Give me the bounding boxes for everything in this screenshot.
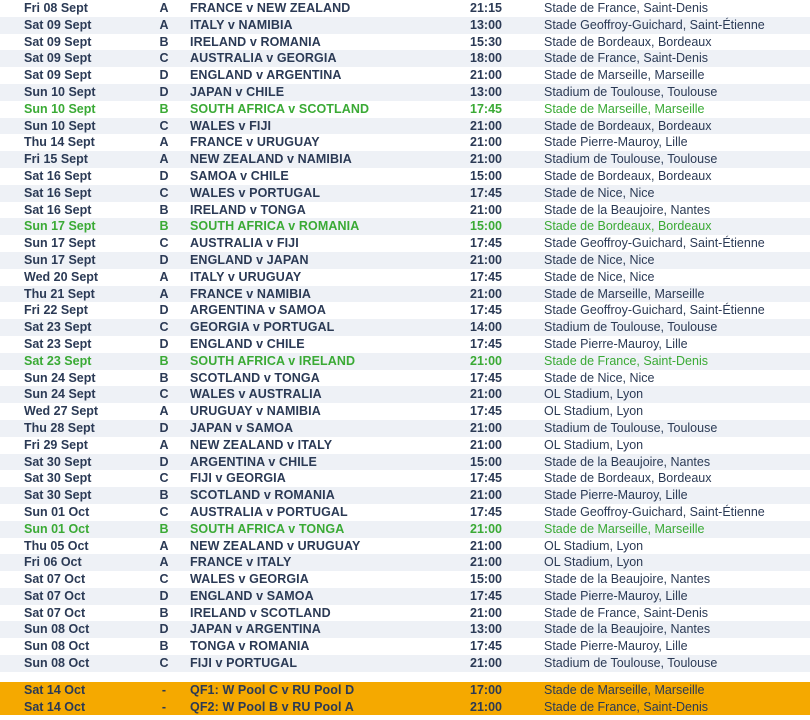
fixture-venue: Stade Pierre-Mauroy, Lille bbox=[544, 488, 688, 503]
fixture-time: 17:45 bbox=[470, 336, 502, 351]
fixture-date: Sun 08 Oct bbox=[24, 622, 90, 637]
fixture-venue: Stade de Nice, Nice bbox=[544, 370, 655, 385]
table-row bbox=[0, 605, 810, 622]
fixture-pool: - bbox=[161, 682, 167, 697]
fixture-venue: Stadium de Toulouse, Toulouse bbox=[544, 152, 718, 167]
fixture-time: 17:45 bbox=[470, 471, 502, 486]
fixture-pool: A bbox=[159, 286, 169, 301]
fixture-match: AUSTRALIA v FIJI bbox=[190, 236, 299, 251]
fixture-venue: Stade de Bordeaux, Bordeaux bbox=[544, 471, 712, 486]
fixture-venue: Stade de Marseille, Marseille bbox=[544, 286, 705, 301]
fixture-venue: Stade de la Beaujoire, Nantes bbox=[544, 622, 711, 637]
fixture-time: 21:00 bbox=[470, 420, 502, 435]
fixture-pool: B bbox=[159, 353, 169, 368]
fixture-match: JAPAN v SAMOA bbox=[190, 420, 294, 435]
fixture-match: NEW ZEALAND v ITALY bbox=[190, 437, 333, 452]
fixture-match: TONGA v ROMANIA bbox=[190, 639, 310, 654]
fixture-venue: Stade Geoffroy-Guichard, Saint-Étienne bbox=[544, 17, 765, 32]
fixture-date: Sun 10 Sept bbox=[24, 84, 96, 99]
fixture-match: SCOTLAND v TONGA bbox=[190, 370, 320, 385]
fixture-time: 17:00 bbox=[470, 682, 502, 697]
fixture-venue: Stade Pierre-Mauroy, Lille bbox=[544, 336, 688, 351]
fixture-match: FRANCE v ITALY bbox=[190, 555, 292, 570]
fixture-pool: B bbox=[159, 605, 169, 620]
fixture-match: WALES v AUSTRALIA bbox=[190, 387, 322, 402]
table-row bbox=[0, 538, 810, 555]
table-row bbox=[0, 336, 810, 353]
fixture-match: ENGLAND v ARGENTINA bbox=[190, 68, 342, 83]
fixture-match: IRELAND v ROMANIA bbox=[190, 34, 321, 49]
fixture-time: 21:00 bbox=[470, 118, 502, 133]
fixture-venue: Stade de Bordeaux, Bordeaux bbox=[544, 34, 712, 49]
fixture-date: Sun 17 Sept bbox=[24, 236, 96, 251]
fixture-date: Sat 23 Sept bbox=[24, 336, 92, 351]
fixture-match: AUSTRALIA v PORTUGAL bbox=[190, 504, 348, 519]
table-row bbox=[0, 521, 810, 538]
fixture-date: Sun 24 Sept bbox=[24, 370, 96, 385]
fixture-venue: Stade Pierre-Mauroy, Lille bbox=[544, 639, 688, 654]
fixture-venue: Stade de Marseille, Marseille bbox=[544, 101, 705, 116]
fixture-venue: Stade Geoffroy-Guichard, Saint-Étienne bbox=[544, 504, 765, 519]
table-row bbox=[0, 118, 810, 135]
fixture-pool: A bbox=[159, 17, 169, 32]
fixture-date: Fri 08 Sept bbox=[24, 1, 88, 15]
fixture-date: Fri 06 Oct bbox=[24, 555, 82, 570]
fixture-time: 13:00 bbox=[470, 622, 502, 637]
fixture-date: Sun 08 Oct bbox=[24, 639, 90, 654]
fixture-match: FIJI v PORTUGAL bbox=[190, 656, 298, 671]
fixture-venue: OL Stadium, Lyon bbox=[544, 555, 644, 570]
fixture-venue: Stade de Marseille, Marseille bbox=[544, 68, 705, 83]
fixture-time: 21:00 bbox=[470, 68, 502, 83]
fixture-pool: C bbox=[159, 320, 169, 335]
fixture-match: NEW ZEALAND v NAMIBIA bbox=[190, 152, 352, 167]
fixture-time: 21:00 bbox=[470, 521, 502, 536]
fixture-date: Sat 16 Sept bbox=[24, 202, 92, 217]
fixture-venue: Stade Pierre-Mauroy, Lille bbox=[544, 588, 688, 603]
table-row bbox=[0, 588, 810, 605]
fixture-pool: D bbox=[159, 303, 169, 318]
fixture-time: 17:45 bbox=[470, 269, 502, 284]
table-row bbox=[0, 454, 810, 471]
table-row bbox=[0, 151, 810, 168]
fixture-pool: C bbox=[159, 185, 169, 200]
fixture-venue: OL Stadium, Lyon bbox=[544, 387, 644, 402]
fixture-match: WALES v GEORGIA bbox=[190, 572, 309, 587]
table-row bbox=[0, 168, 810, 185]
fixture-date: Sun 10 Sept bbox=[24, 118, 96, 133]
fixture-match: QF2: W Pool B v RU Pool A bbox=[190, 699, 354, 714]
fixture-time: 21:00 bbox=[470, 387, 502, 402]
fixture-time: 21:15 bbox=[470, 1, 502, 15]
fixture-venue: Stade de Marseille, Marseille bbox=[544, 521, 705, 536]
fixture-time: 17:45 bbox=[470, 588, 502, 603]
table-row bbox=[0, 269, 810, 286]
fixture-match: AUSTRALIA v GEORGIA bbox=[190, 51, 337, 66]
table-row bbox=[0, 34, 810, 51]
fixture-date: Sat 09 Sept bbox=[24, 68, 92, 83]
fixture-pool: C bbox=[159, 236, 169, 251]
fixture-pool: B bbox=[159, 202, 169, 217]
fixture-time: 14:00 bbox=[470, 320, 502, 335]
fixture-venue: Stade de France, Saint-Denis bbox=[544, 51, 708, 66]
table-row bbox=[0, 67, 810, 84]
fixture-pool: C bbox=[159, 471, 169, 486]
table-row bbox=[0, 353, 810, 370]
fixture-venue: Stade de France, Saint-Denis bbox=[544, 699, 708, 714]
fixture-time: 17:45 bbox=[470, 370, 502, 385]
fixture-venue: Stade de Nice, Nice bbox=[544, 252, 655, 267]
fixture-venue: Stade de Bordeaux, Bordeaux bbox=[544, 219, 712, 234]
fixture-time: 21:00 bbox=[470, 353, 502, 368]
fixture-match: ENGLAND v SAMOA bbox=[190, 588, 314, 603]
fixture-pool: B bbox=[159, 639, 169, 654]
fixture-pool: B bbox=[159, 370, 169, 385]
fixture-time: 17:45 bbox=[470, 185, 502, 200]
fixture-time: 18:00 bbox=[470, 51, 502, 66]
fixture-date: Sat 07 Oct bbox=[24, 605, 86, 620]
stage-separator-cell bbox=[0, 672, 810, 682]
fixture-pool: C bbox=[159, 387, 169, 402]
fixture-pool: A bbox=[159, 538, 169, 553]
fixture-date: Sat 14 Oct bbox=[24, 699, 86, 714]
table-row bbox=[0, 403, 810, 420]
fixture-date: Sun 17 Sept bbox=[24, 219, 96, 234]
fixture-time: 21:00 bbox=[470, 202, 502, 217]
fixture-match: FIJI v GEORGIA bbox=[190, 471, 286, 486]
table-row bbox=[0, 17, 810, 34]
fixture-pool: B bbox=[159, 521, 169, 536]
fixture-pool: D bbox=[159, 622, 169, 637]
fixture-pool: A bbox=[159, 152, 169, 167]
fixture-pool: - bbox=[161, 699, 167, 714]
fixture-time: 17:45 bbox=[470, 101, 502, 116]
fixture-time: 15:30 bbox=[470, 34, 502, 49]
fixture-venue: Stadium de Toulouse, Toulouse bbox=[544, 320, 718, 335]
table-row bbox=[0, 0, 810, 17]
fixture-pool: D bbox=[159, 454, 169, 469]
fixture-venue: Stade de la Beaujoire, Nantes bbox=[544, 454, 711, 469]
fixture-match: JAPAN v CHILE bbox=[190, 84, 285, 99]
knockout-stage-body bbox=[0, 682, 810, 716]
fixture-match: JAPAN v ARGENTINA bbox=[190, 622, 321, 637]
fixture-pool: C bbox=[159, 572, 169, 587]
fixture-time: 13:00 bbox=[470, 17, 502, 32]
table-row bbox=[0, 134, 810, 151]
fixture-pool: C bbox=[159, 51, 169, 66]
fixture-pool: D bbox=[159, 588, 169, 603]
fixture-pool: B bbox=[159, 488, 169, 503]
fixture-pool: B bbox=[159, 101, 169, 116]
table-row bbox=[0, 470, 810, 487]
fixture-pool: D bbox=[159, 252, 169, 267]
fixture-date: Sat 07 Oct bbox=[24, 588, 86, 603]
fixture-venue: Stade Geoffroy-Guichard, Saint-Étienne bbox=[544, 236, 765, 251]
table-row bbox=[0, 655, 810, 672]
fixture-venue: Stadium de Toulouse, Toulouse bbox=[544, 420, 718, 435]
fixture-venue: OL Stadium, Lyon bbox=[544, 404, 644, 419]
table-row bbox=[0, 487, 810, 504]
fixture-match: ITALY v NAMIBIA bbox=[190, 17, 293, 32]
fixture-venue: Stadium de Toulouse, Toulouse bbox=[544, 656, 718, 671]
fixture-match: GEORGIA v PORTUGAL bbox=[190, 320, 335, 335]
fixture-venue: Stade de France, Saint-Denis bbox=[544, 1, 708, 15]
table-row bbox=[0, 386, 810, 403]
fixture-date: Sat 09 Sept bbox=[24, 51, 92, 66]
fixture-venue: Stade de France, Saint-Denis bbox=[544, 353, 708, 368]
fixture-pool: A bbox=[159, 404, 169, 419]
fixture-pool: B bbox=[159, 219, 169, 234]
fixture-time: 15:00 bbox=[470, 219, 502, 234]
fixture-time: 21:00 bbox=[470, 488, 502, 503]
table-row bbox=[0, 218, 810, 235]
table-row bbox=[0, 571, 810, 588]
fixture-date: Thu 28 Sept bbox=[24, 420, 95, 435]
table-row bbox=[0, 554, 810, 571]
fixture-match: FRANCE v NEW ZEALAND bbox=[190, 1, 351, 15]
fixture-date: Thu 14 Sept bbox=[24, 135, 95, 150]
table-row bbox=[0, 185, 810, 202]
table-row bbox=[0, 286, 810, 303]
fixture-venue: Stade de Nice, Nice bbox=[544, 185, 655, 200]
fixture-match: IRELAND v TONGA bbox=[190, 202, 306, 217]
table-row bbox=[0, 302, 810, 319]
fixture-date: Fri 22 Sept bbox=[24, 303, 88, 318]
fixture-date: Thu 21 Sept bbox=[24, 286, 95, 301]
fixture-time: 13:00 bbox=[470, 84, 502, 99]
fixture-time: 21:00 bbox=[470, 699, 502, 714]
table-row bbox=[0, 202, 810, 219]
fixture-time: 15:00 bbox=[470, 454, 502, 469]
fixture-date: Sun 17 Sept bbox=[24, 252, 96, 267]
fixture-date: Sun 01 Oct bbox=[24, 521, 90, 536]
table-row bbox=[0, 638, 810, 655]
fixture-match: ITALY v URUGUAY bbox=[190, 269, 302, 284]
table-row bbox=[0, 621, 810, 638]
fixture-date: Sat 14 Oct bbox=[24, 682, 86, 697]
fixture-venue: OL Stadium, Lyon bbox=[544, 538, 644, 553]
fixture-time: 21:00 bbox=[470, 605, 502, 620]
fixture-pool: C bbox=[159, 118, 169, 133]
fixture-venue: OL Stadium, Lyon bbox=[544, 437, 644, 452]
fixture-time: 21:00 bbox=[470, 656, 502, 671]
table-row bbox=[0, 84, 810, 101]
fixture-match: SAMOA v CHILE bbox=[190, 168, 289, 183]
fixture-match: SCOTLAND v ROMANIA bbox=[190, 488, 335, 503]
fixture-date: Sat 09 Sept bbox=[24, 34, 92, 49]
fixture-match: SOUTH AFRICA v SCOTLAND bbox=[190, 101, 370, 116]
fixture-match: ENGLAND v JAPAN bbox=[190, 252, 309, 267]
fixture-pool: A bbox=[159, 555, 169, 570]
fixture-match: NEW ZEALAND v URUGUAY bbox=[190, 538, 361, 553]
fixture-match: SOUTH AFRICA v TONGA bbox=[190, 521, 345, 536]
fixture-time: 21:00 bbox=[470, 286, 502, 301]
fixture-pool: D bbox=[159, 336, 169, 351]
fixture-date: Sat 09 Sept bbox=[24, 17, 92, 32]
fixture-venue: Stade de la Beaujoire, Nantes bbox=[544, 202, 711, 217]
fixture-pool: D bbox=[159, 84, 169, 99]
fixture-pool: B bbox=[159, 34, 169, 49]
fixture-pool: D bbox=[159, 420, 169, 435]
table-row bbox=[0, 682, 810, 699]
fixture-match: URUGUAY v NAMIBIA bbox=[190, 404, 321, 419]
fixture-pool: C bbox=[159, 504, 169, 519]
table-row bbox=[0, 50, 810, 67]
fixture-match: WALES v FIJI bbox=[190, 118, 272, 133]
fixture-pool: A bbox=[159, 269, 169, 284]
fixture-match: QF1: W Pool C v RU Pool D bbox=[190, 682, 355, 697]
fixture-pool: A bbox=[159, 135, 169, 150]
stage-separator bbox=[0, 672, 810, 682]
fixture-date: Wed 27 Sept bbox=[24, 404, 99, 419]
fixture-venue: Stadium de Toulouse, Toulouse bbox=[544, 84, 718, 99]
fixture-time: 21:00 bbox=[470, 555, 502, 570]
fixture-match: ARGENTINA v CHILE bbox=[190, 454, 317, 469]
fixture-date: Fri 29 Sept bbox=[24, 437, 88, 452]
fixture-date: Sat 30 Sept bbox=[24, 471, 92, 486]
fixture-date: Sun 01 Oct bbox=[24, 504, 90, 519]
table-row bbox=[0, 699, 810, 716]
fixture-venue: Stade de Bordeaux, Bordeaux bbox=[544, 118, 712, 133]
fixture-time: 17:45 bbox=[470, 236, 502, 251]
fixture-date: Sat 16 Sept bbox=[24, 185, 92, 200]
fixture-venue: Stade de la Beaujoire, Nantes bbox=[544, 572, 711, 587]
table-row bbox=[0, 370, 810, 387]
fixture-date: Wed 20 Sept bbox=[24, 269, 99, 284]
fixture-match: FRANCE v URUGUAY bbox=[190, 135, 320, 150]
fixture-match: SOUTH AFRICA v ROMANIA bbox=[190, 219, 360, 234]
fixture-match: FRANCE v NAMIBIA bbox=[190, 286, 312, 301]
fixture-time: 17:45 bbox=[470, 504, 502, 519]
table-row bbox=[0, 101, 810, 118]
fixture-venue: Stade de France, Saint-Denis bbox=[544, 605, 708, 620]
table-row bbox=[0, 235, 810, 252]
fixture-date: Sat 23 Sept bbox=[24, 353, 92, 368]
fixture-pool: A bbox=[159, 1, 169, 15]
fixture-pool: D bbox=[159, 68, 169, 83]
fixture-match: IRELAND v SCOTLAND bbox=[190, 605, 331, 620]
fixture-date: Sat 23 Sept bbox=[24, 320, 92, 335]
fixture-date: Fri 15 Sept bbox=[24, 152, 88, 167]
fixture-match: SOUTH AFRICA v IRELAND bbox=[190, 353, 356, 368]
fixture-match: WALES v PORTUGAL bbox=[190, 185, 321, 200]
fixture-pool: A bbox=[159, 437, 169, 452]
table-row bbox=[0, 252, 810, 269]
fixture-pool: C bbox=[159, 656, 169, 671]
table-row bbox=[0, 504, 810, 521]
fixture-venue: Stade de Marseille, Marseille bbox=[544, 682, 705, 697]
fixture-venue: Stade Geoffroy-Guichard, Saint-Étienne bbox=[544, 303, 765, 318]
fixture-date: Sun 08 Oct bbox=[24, 656, 90, 671]
fixture-date: Sat 30 Sept bbox=[24, 454, 92, 469]
fixture-time: 21:00 bbox=[470, 437, 502, 452]
fixture-date: Sat 16 Sept bbox=[24, 168, 92, 183]
spacer-body bbox=[0, 672, 810, 682]
fixture-venue: Stade de Nice, Nice bbox=[544, 269, 655, 284]
fixture-venue: Stade de Bordeaux, Bordeaux bbox=[544, 168, 712, 183]
table-row bbox=[0, 437, 810, 454]
table-row bbox=[0, 319, 810, 336]
fixture-time: 17:45 bbox=[470, 303, 502, 318]
fixture-time: 21:00 bbox=[470, 152, 502, 167]
fixture-match: ARGENTINA v SAMOA bbox=[190, 303, 326, 318]
fixture-date: Thu 05 Oct bbox=[24, 538, 89, 553]
fixture-match: ENGLAND v CHILE bbox=[190, 336, 305, 351]
fixture-time: 17:45 bbox=[470, 404, 502, 419]
fixture-time: 15:00 bbox=[470, 572, 502, 587]
fixture-venue: Stade Pierre-Mauroy, Lille bbox=[544, 135, 688, 150]
fixture-time: 17:45 bbox=[470, 639, 502, 654]
table-row bbox=[0, 420, 810, 437]
fixture-time: 21:00 bbox=[470, 252, 502, 267]
fixture-date: Sun 24 Sept bbox=[24, 387, 96, 402]
fixture-time: 21:00 bbox=[470, 538, 502, 553]
fixture-pool: D bbox=[159, 168, 169, 183]
fixture-date: Sat 07 Oct bbox=[24, 572, 86, 587]
fixture-date: Sat 30 Sept bbox=[24, 488, 92, 503]
fixture-time: 15:00 bbox=[470, 168, 502, 183]
fixture-time: 21:00 bbox=[470, 135, 502, 150]
fixture-date: Sun 10 Sept bbox=[24, 101, 96, 116]
